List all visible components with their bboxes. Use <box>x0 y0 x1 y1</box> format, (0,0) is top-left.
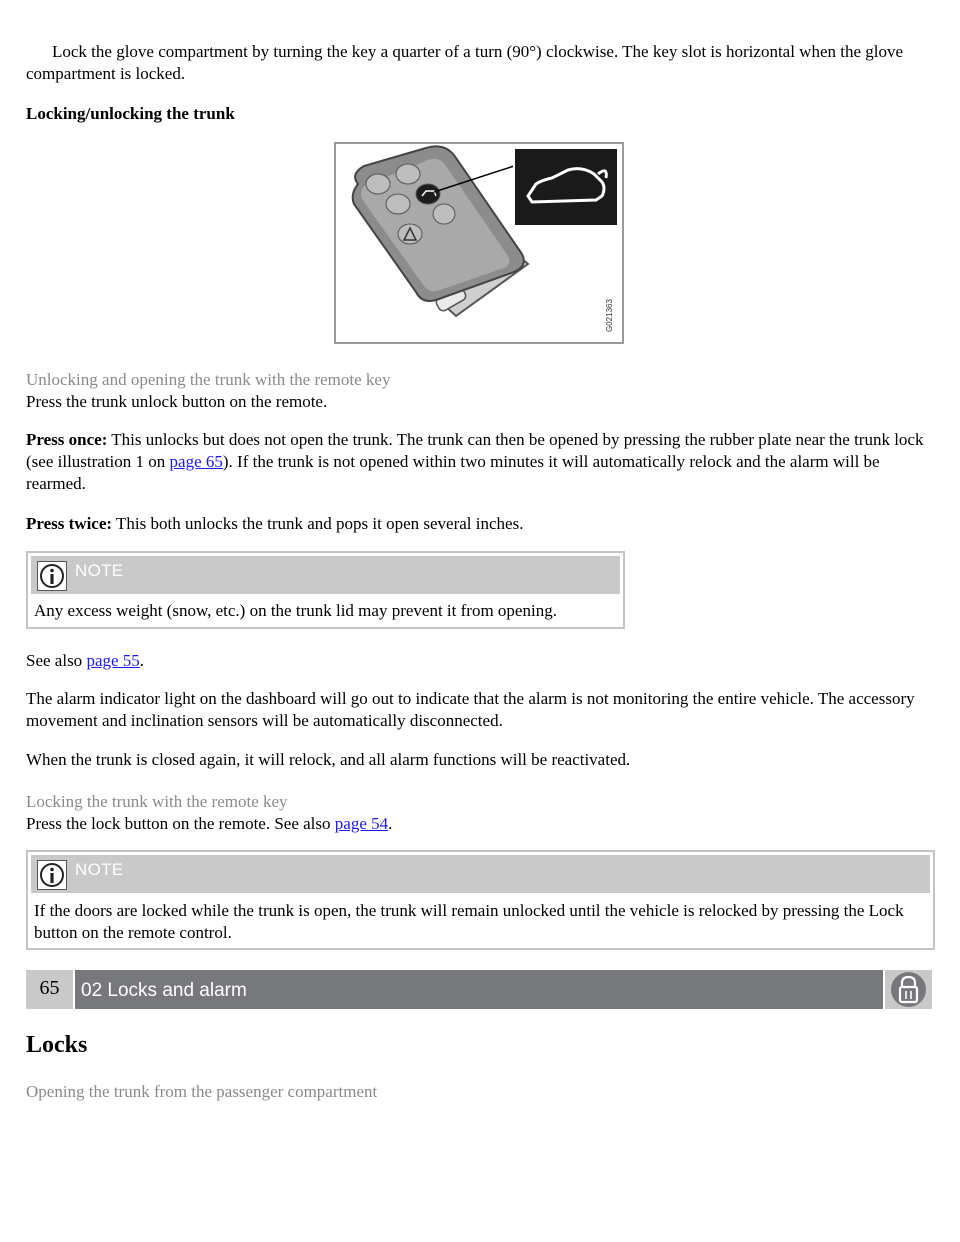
intro-paragraph <box>26 41 936 85</box>
press-once-paragraph <box>26 429 934 495</box>
remote-key-illustration <box>336 144 622 342</box>
page-54-link[interactable]: page 54 <box>334 814 389 833</box>
note-box-doors <box>26 850 935 950</box>
note-header <box>31 556 620 594</box>
note-header <box>31 855 930 893</box>
press-once-label: Press once: <box>26 430 108 449</box>
chapter-icon-box <box>885 970 932 1009</box>
heading-trunk: Locking/unlocking the trunk <box>26 104 235 123</box>
note-text: Any excess weight (snow, etc.) on the trunk lid may prevent it from opening. <box>34 601 557 620</box>
info-icon <box>37 561 67 591</box>
page-65-link[interactable]: page 65 <box>169 452 223 471</box>
chapter-title: 02 Locks and alarm <box>75 970 883 1009</box>
press-twice-paragraph <box>26 513 523 535</box>
press-once-text-b: ). If the trunk is not opened within two minutes it will automatically relock and the alarm will be rearmed. <box>26 452 880 493</box>
page-number: 65 <box>26 970 73 1009</box>
see-also-suffix: . <box>139 651 145 670</box>
subhead-passenger-compartment: Opening the trunk from the passenger compartment <box>26 1082 378 1101</box>
alarm-paragraph: The alarm indicator light on the dashboard will go out to indicate that the alarm is not monitoring the entire vehicle. The accessory movement and inclination sensors will be automatically disconnected. <box>26 689 915 730</box>
figure-code: G021363 <box>605 299 614 332</box>
page-55-link[interactable]: page 55 <box>86 651 140 670</box>
note-text: If the doors are locked while the trunk is open, the trunk will remain unlocked until the vehicle is relocked by pressing the Lock button on the remote control. <box>34 901 904 942</box>
press-twice-label: Press twice: <box>26 514 113 533</box>
lock-instruction-text: Press the lock button on the remote. See also <box>26 814 335 833</box>
press-twice-text: This both unlocks the trunk and pops it open several inches. <box>112 514 524 533</box>
unlock-instruction: Press the trunk unlock button on the remote. <box>26 392 328 411</box>
intro-text: Lock the glove compartment by turning the key a quarter of a turn (90°) clockwise. The key slot is horizontal when the glove compartment is locked. <box>26 42 904 83</box>
subhead-unlocking: Unlocking and opening the trunk with the remote key <box>26 370 391 389</box>
padlock-icon <box>891 972 926 1007</box>
note-title: NOTE <box>75 860 124 879</box>
see-also-prefix: See also <box>26 651 87 670</box>
subhead-locking: Locking the trunk with the remote key <box>26 792 288 811</box>
lock-instruction <box>26 813 392 835</box>
remote-key-figure <box>334 142 624 344</box>
trunk-closed-paragraph: When the trunk is closed again, it will relock, and all alarm functions will be reactivated. <box>26 750 631 769</box>
chapter-header-bar <box>26 970 932 1009</box>
lock-instruction-suffix: . <box>388 814 393 833</box>
note-box-weight <box>26 551 625 629</box>
press-once-text-a: This unlocks but does not open the trunk. The trunk can then be opened by pressing the rubber plate near the trunk lock (see illustration 1 on <box>26 430 924 471</box>
note-title: NOTE <box>75 561 124 580</box>
see-also-paragraph <box>26 650 144 672</box>
info-icon <box>37 860 67 890</box>
locks-title: Locks <box>26 1032 88 1058</box>
